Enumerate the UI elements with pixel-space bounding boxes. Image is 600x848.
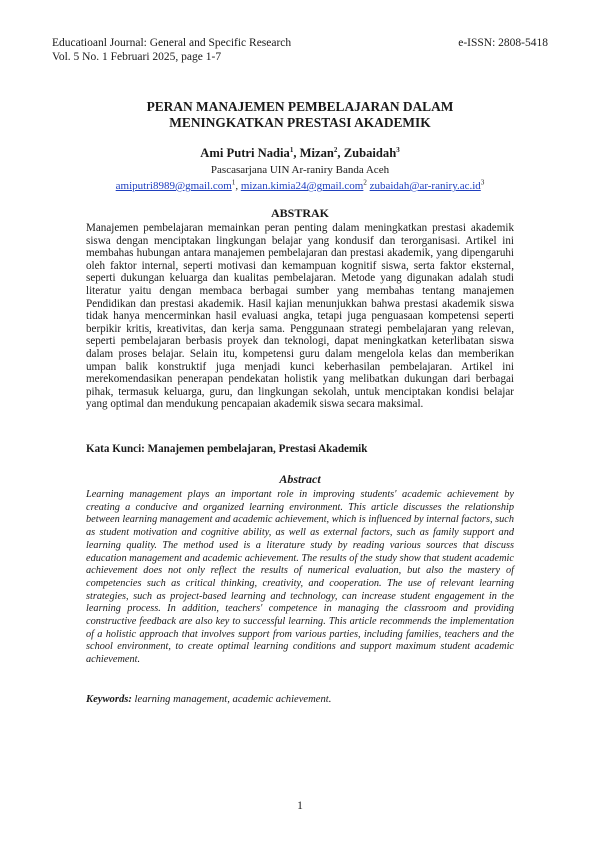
paper-title xyxy=(60,99,540,131)
email-link[interactable]: mizan.kimia24@gmail.com xyxy=(240,180,364,192)
kata-kunci: Kata Kunci: Manajemen pembelajaran, Prestasi Akademik xyxy=(86,443,368,455)
abstrak-heading: ABSTRAK xyxy=(270,206,329,220)
abstract-text: Learning management plays an important role in improving students' academic achievement by creating a conducive and organized learning environment. This article discusses the relationship between learning management and academic achievement, which is influenced by internal factors, such as student motivation and cognitive ability, as well as external factors, such as family support and learning quality. The method used is a literature study by reading various sources that discuss education management and academic achievement. The results of the study show that student academic achievement does not only reflect the results of numerical evaluation, but also the mastery of competencies such as critical thinking, creativity, and cooperation. The use of relevant learning strategies, such as project-based learning and technology, can increase student engagement in the learning process. In addition, teachers' competence in managing the classroom and providing constructive feedback are also key to successful learning. This article recommends the implementation of a holistic approach that involves support from various parties, including families, teachers and the school environment, to create optimal learning conditions and support maximum student academic achievement. xyxy=(86,489,514,666)
abstract-heading: Abstract xyxy=(279,472,321,486)
keywords-values: learning management, academic achievement. xyxy=(131,694,332,705)
email-mark: 3 xyxy=(480,178,485,187)
author-list: Ami Putri Nadia$^1$, Mizan$^2$, Zubaidah$^3$ xyxy=(200,145,400,160)
keywords xyxy=(86,693,516,706)
author-name: Zubaidah xyxy=(343,146,397,160)
issn: e-ISSN: 2808-5418 xyxy=(458,37,548,49)
affiliation: Pascasarjana UIN Ar-raniry Banda Aceh xyxy=(210,164,390,176)
author-name: Mizan xyxy=(299,146,334,160)
running-header-left xyxy=(52,36,291,64)
page-number: 1 xyxy=(297,800,303,812)
author-emails: amiputri8989@gmail.com$^1$, mizan.kimia24@gmail.com$^2$ $zubaidah@ar-raniry.ac.id^3$ xyxy=(115,178,485,192)
author-affil-mark: 1 xyxy=(289,145,294,154)
email-mark: 2 xyxy=(363,178,367,187)
email-link[interactable]: zubaidah@ar-raniry.ac.id xyxy=(369,180,481,192)
journal-name: Educatioanl Journal: General and Specific Research xyxy=(52,37,292,49)
email-mark: 1 xyxy=(231,178,236,187)
title-line-1: PERAN MANAJEMEN PEMBELAJARAN DALAM xyxy=(146,99,454,114)
author-affil-mark: 3 xyxy=(396,145,400,154)
email-link[interactable]: amiputri8989@gmail.com xyxy=(115,180,232,192)
volume-info: Vol. 5 No. 1 Februari 2025, page 1-7 xyxy=(52,51,222,63)
keywords-label: Keywords: xyxy=(86,694,132,705)
abstrak-text: Manajemen pembelajaran memainkan peran penting dalam meningkatkan prestasi akademik siswa dengan menciptakan lingkungan belajar yang kondusif dan terorganisasi. Artikel ini membahas hubungan antara manajemen pembelajaran dan prestasi akademik, yang dipengaruhi oleh faktor internal, seperti motivasi dan kemampuan kognitif siswa, serta faktor eksternal, seperti dukungan keluarga dan kualitas pembelajaran. Metode yang digunakan adalah studi literatur yaitu dengan membaca berbagai sumber yang membahas tentang manajemen Pendidikan dan prestasi akademik. Hasil kajian menunjukkan bahwa prestasi akademik siswa tidak hanya mencerminkan hasil evaluasi angka, tetapi juga penguasaan kompetensi seperti berpikir kritis, kreativitas, dan kerja sama. Penggunaan strategi pembelajaran yang relevan, seperti pembelajaran berbasis proyek dan teknologi, dapat meningkatkan keterlibatan siswa dalam proses belajar. Selain itu, kompetensi guru dalam mengelola kelas dan memberikan umpan balik konstruktif juga menjadi kunci keberhasilan pembelajaran. Artikel ini merekomendasikan penerapan pendekatan holistik yang melibatkan dukungan dari berbagai pihak, termasuk keluarga, guru, dan lingkungan sekolah, untuk menciptakan kondisi belajar yang optimal dan mendukung pencapaian akademik siswa secara maksimal. xyxy=(86,222,514,411)
author-affil-mark: 2 xyxy=(333,145,338,154)
running-header-right xyxy=(458,36,548,50)
title-line-2: MENINGKATKAN PRESTASI AKADEMIK xyxy=(169,115,431,130)
author-name: Ami Putri Nadia xyxy=(200,146,290,160)
